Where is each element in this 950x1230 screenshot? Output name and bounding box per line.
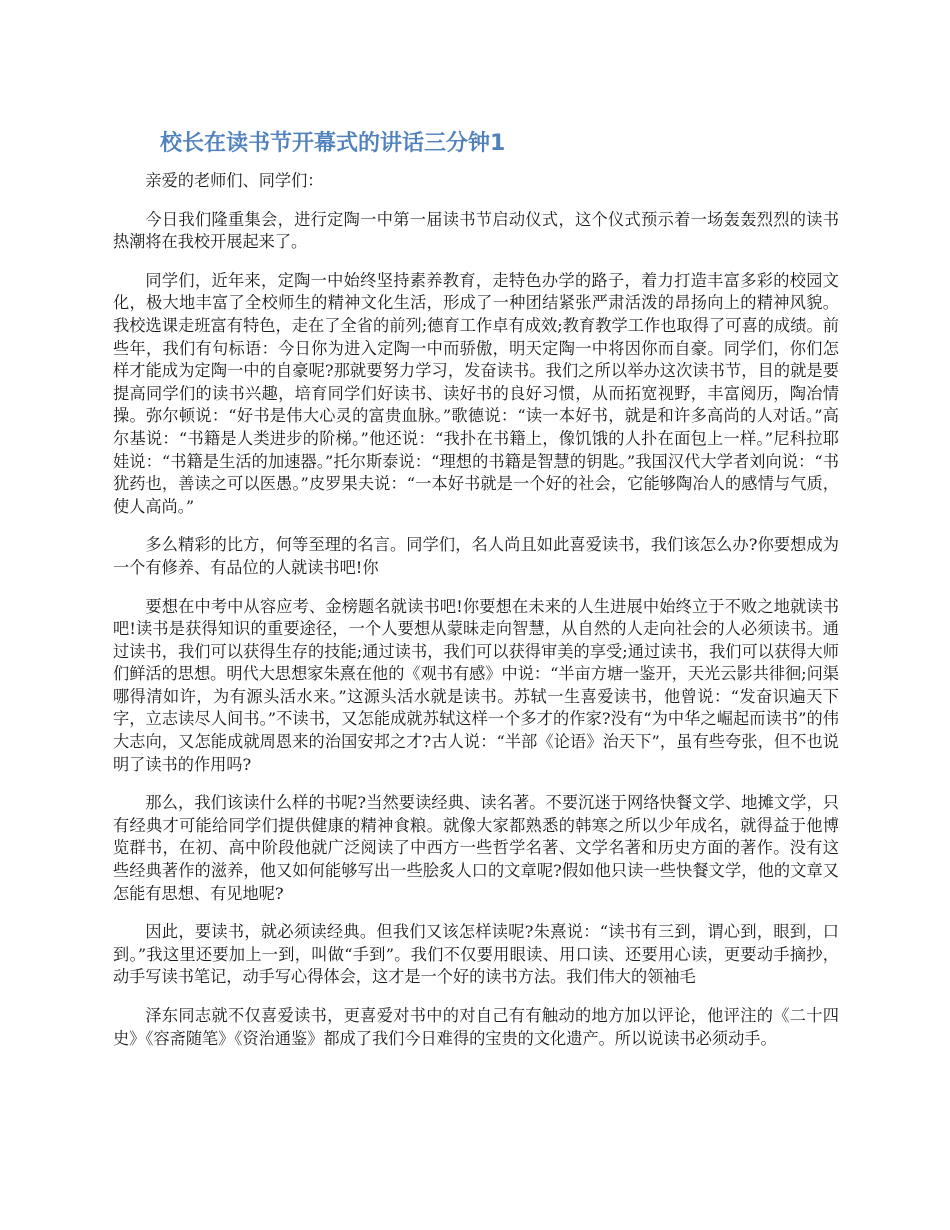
page-title: 校长在读书节开幕式的讲话三分钟1 [160,131,506,156]
paragraph-4: 要想在中考中从容应考、金榜题名就读书吧!你要想在未来的人生进展中始终立于不败之地就读书吧!读书是获得知识的重要途径，一个人要想从蒙昧走向智慧，从自然的人走向社会的人必须读书。通过读书，我们可以获得生存的技能;通过读书，我们可以获得审美的享受;通过读书，我们可以获得大师们鲜活的思想。明代大思想家朱熹在他的《观书有感》中说：“半亩方塘一鉴开，天光云影共徘徊;问渠哪得清如许，为有源头活水来。”这源头活水就是读书。苏轼一生喜爱读书，他曾说：“发奋识遍天下字，立志读尽人间书。”不读书，又怎能成就苏轼这样一个多才的作家?没有“为中华之崛起而读书”的伟大志向，又怎能成就周恩来的治国安邦之才?古人说：“半部《论语》治天下”，虽有些夸张，但不也说明了读书的作用吗? [113,596,839,774]
paragraph-2: 同学们，近年来，定陶一中始终坚持素养教育，走特色办学的路子，着力打造丰富多彩的校园文化，极大地丰富了全校师生的精神文化生活，形成了一种团结紧张严肃活泼的昂扬向上的精神风貌。我校选课走班富有特色，走在了全省的前列;德育工作卓有成效;教育教学工作也取得了可喜的成绩。前些年，我们有句标语：今日你为进入定陶一中而骄傲，明天定陶一中将因你而自豪。同学们，你们怎样才能成为定陶一中的自豪呢?那就要努力学习，发奋读书。我们之所以举办这次读书节，目的就是要提高同学们的读书兴趣，培育同学们好读书、读好书的良好习惯，从而拓宽视野，丰富阅历，陶冶情操。弥尔顿说：“好书是伟大心灵的富贵血脉。”歌德说：“读一本好书，就是和许多高尚的人对话。”高尔基说：“书籍是人类进步的阶梯。”他还说：“我扑在书籍上，像饥饿的人扑在面包上一样。”尼科拉耶娃说：“书籍是生活的加速器。”托尔斯泰说：“理想的书籍是智慧的钥匙。”我国汉代大学者刘向说：“书犹药也，善读之可以医愚。”皮罗果夫说：“一本好书就是一个好的社会，它能够陶冶人的感情与气质，使人高尚。” [113,270,839,516]
paragraph-3: 多么精彩的比方，何等至理的名言。同学们，名人尚且如此喜爱读书，我们该怎么办?你要想成为一个有修养、有品位的人就读书吧!你 [113,535,839,577]
greeting-line: 亲爱的老师们、同学们： [145,171,324,190]
paragraph-1: 今日我们隆重集会，进行定陶一中第一届读书节启动仪式，这个仪式预示着一场轰轰烈烈的读书热潮将在我校开展起来了。 [113,209,839,252]
paragraph-7: 泽东同志就不仅喜爱读书，更喜爱对书中的对自己有有触动的地方加以评论，他评注的《二十四史》《容斋随笔》《资治通鉴》都成了我们今日难得的宝贵的文化遗产。所以说读书必须动手。 [113,1006,839,1048]
paragraph-6: 因此，要读书，就必须读经典。但我们又该怎样读呢?朱熹说：“读书有三到，谓心到，眼到，口到。”我这里还要加上一到，叫做“手到”。我们不仅要用眼读、用口读、还要用心读，更要动手摘抄，动手写读书笔记，动手写心得体会，这才是一个好的读书方法。我们伟大的领袖毛 [113,922,839,987]
document-body [113,170,839,1066]
paragraph-5: 那么，我们该读什么样的书呢?当然要读经典、读名著。不要沉迷于网络快餐文学、地摊文学，只有经典才可能给同学们提供健康的精神食粮。就像大家都熟悉的韩寒之所以少年成名，就得益于他博览群书，在初、高中阶段他就广泛阅读了中西方一些哲学名著、文学名著和历史方面的著作。没有这些经典著作的滋养，他又如何能够写出一些脍炙人口的文章呢?假如他只读一些快餐文学，他的文章又怎能有思想、有见地呢? [113,793,839,903]
